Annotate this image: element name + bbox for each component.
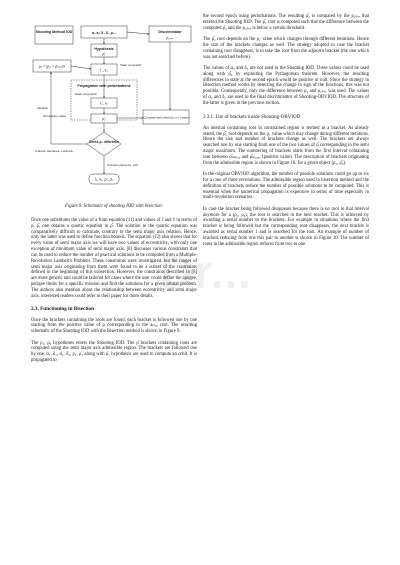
compare-label: Compare with initial (ρ₂₍ₙₑᵥ₎ ) value — [143, 115, 189, 120]
iteration-label: Iteration — [37, 106, 49, 110]
state1-sub: r̄₁, v̄₁ — [100, 68, 108, 73]
state1-label: State at epoch1 — [120, 63, 142, 67]
flowchart-svg — [31, 22, 197, 200]
watermark-text: Dr... — [160, 246, 252, 298]
right-paragraph-1: the second epoch using perturbations. The resulting ρ̂₂ is compared by the ρ₂ₙₑᵥ that entered the Shooting IOD. The ρ̂₁ root is computed such that the difference between the computed ρ̂₂ and the ρ₂ₙₑᵥ is below a certain threshold. — [203, 14, 369, 31]
state2-label: State at epoch2 — [75, 92, 97, 96]
method-label: Shooting Method IOD — [35, 30, 73, 34]
check-diamond — [87, 132, 121, 156]
left-column — [31, 22, 197, 369]
figure-caption: Figure 9. Schematic of shooting IOD with bisection. — [65, 204, 163, 209]
above-tolerance-label: If above tolerance, continue — [35, 149, 74, 153]
subsection-heading-brackets: 2.3.1. Use of brackets inside Shooting-OBVIOD — [203, 114, 301, 120]
discriminator-sub: ρ₂ₙₑᵥ — [166, 36, 174, 40]
right-paragraph-3: The values of α₂ and δ₂ are not used in the Shooting IOD. These values could be used along with ρ̂₂ by exploiting the Pythagorean theorem. However, the resulting differences in state at the second epoch would be positive or null. Since the strategy in Bisection method works by detecting the change in sign of the functions, this was not possible. Consequently, only the difference between ρ₂ and ρ₂ₙₑᵥ was used. The values of α₂ and δ₂ are used in the final discriminator of Shooting-OBVIOD. The structure of the latter is given in the previous section. — [203, 65, 369, 106]
right-column — [203, 14, 369, 253]
left-paragraph-3: The ρ₁, ρ₂ hypotheses enters the Shooting IOD. The ρ̂ brackets containing roots are computed using the semi major axis admissible region. The brackets are followed one by one, α₁, δ₁, α̇₁, δ̇₁, ρ₁, ρ̇₁ along with ρ̂₁ hypothesis are used to compute an orbit. It is propagated to — [31, 340, 197, 364]
inputs-label: a₁ a₂ δ₁ δ₂ ρ₁₂ — [92, 31, 116, 35]
section-heading-functioning: 2.3. Functioning in Bisection — [31, 305, 94, 312]
hypothesis-label: Hypothesis — [94, 47, 114, 51]
check-label: Check ρ₂ difference — [89, 140, 119, 144]
left-paragraph-1: Once one substitutes the value of a from equation (11) and values of r̄ and v̄ in terms of ρ, ρ̂, one obtains a quartic equation in ρ̂. The solution to the quartic equation was comparatively difficult to calculate, contrary to the semi major axis relation. Hence, only the latter was used to define function bounds. The equation (12) also shows that for every value of semi major axis we will have two values of eccentricity, with only one exception of minimum value of semi major axis. [8] discusses various constraints that can be used to reduce the number of practical solutions to be computed from a Multiple-Revolution Lambert's Problem. These constraints were investigated, but the ranges of semi major axis originating from them were found to be a subset of the constraints defined in the beginning of this subsection. However, the constraints described in [8] are more generic and could be tailored for cases where the user could define the apogee, perigee limits for a specific mission and find the solutions for a given orbital problem. The authors also mention about the relationship between eccentricity and semi major axis, interested readers could refer to their paper for more details. — [31, 217, 197, 299]
state2-sub: r̄₂, v̄₂ — [100, 101, 108, 106]
propagation-label: Propagation with perturbations — [77, 84, 131, 88]
shooting-iod-diagram — [31, 22, 197, 200]
hypothesis-sub: ρ̂₁ — [102, 52, 106, 56]
left-paragraph-2: Once the brackets containing the roots are found, each bracket is followed one by one starting from the positive value of ρ corresponding to the aₘₐₓ root. The resulting schematic of the Shooting IOD with the Bisection method is shown in Figure 9. — [31, 317, 197, 335]
discriminator-label: Discriminator — [158, 30, 182, 34]
below-tolerance-label: If below tolerance, exit — [107, 163, 138, 167]
output-label: r̄₁, v̄₁, ρ̂₁, ρ̂₂ — [94, 177, 114, 182]
right-paragraph-2: The ρ̂₁ root depends on the ρ₁ value which changes through different iterations. Hence the size of the brackets changes as well. The strategy adopted in case the bracket containing root disappears, is to take the root from the adjacent bracket (the one which was not searched before). — [203, 37, 369, 60]
right-paragraph-4: An internal containing root in constrained region is termed as a bracket. As already stated, the ρ̂₁ root depends on the ρ₁ value which may change during different iterations. Hence the size and number of brackets change as well. The brackets are always searched one by one starting from one of the two values of ρ̂ corresponding in the semi major maximum. The numbering of brackets starts from the first interval containing root between ρ̂ₘᵢₙₐₓ and ρ̂ₘₐₓₐₓ (positive value). The description of brackets originating from the admissible region is shown in Figure 10. for a given object (ρ₁, ρ̂₂). — [203, 125, 369, 166]
rho2-label: ρ̃₂ — [102, 117, 106, 121]
rho-mean-label: ρₘ = (ρ₁₂ + ρ̂₂ₙₑᵥ)/2 — [38, 64, 66, 69]
temporary-label: Temporary value — [43, 114, 66, 118]
right-paragraph-5: In the original OBVIOD algorithm, the number of possible solutions could go up to six for a case of three revolutions. The admissible region used in bisection method and the definition of brackets reduce the number of possible solutions to be computed. This is essential when the numerical propagation is expensive in terms of time especially in multi-revolution scenarios. — [203, 172, 369, 201]
method-box — [35, 26, 73, 44]
right-paragraph-6: In case the bracket being followed disappears because there is no root in that interval anymore for a (ρ₁, ρ₂), the root is searched in the next bracket. This is achieved by awarding a serial number to the brackets. For example in situations where the first bracket is being followed but the corresponding root disappears, the next bracket is awarded as serial number 1 and is searched for the root. An example of number of brackets reducing from one this pair to another is shown in Figure 10. The number of roots in the admissible region reduces from two to one. — [203, 206, 369, 247]
